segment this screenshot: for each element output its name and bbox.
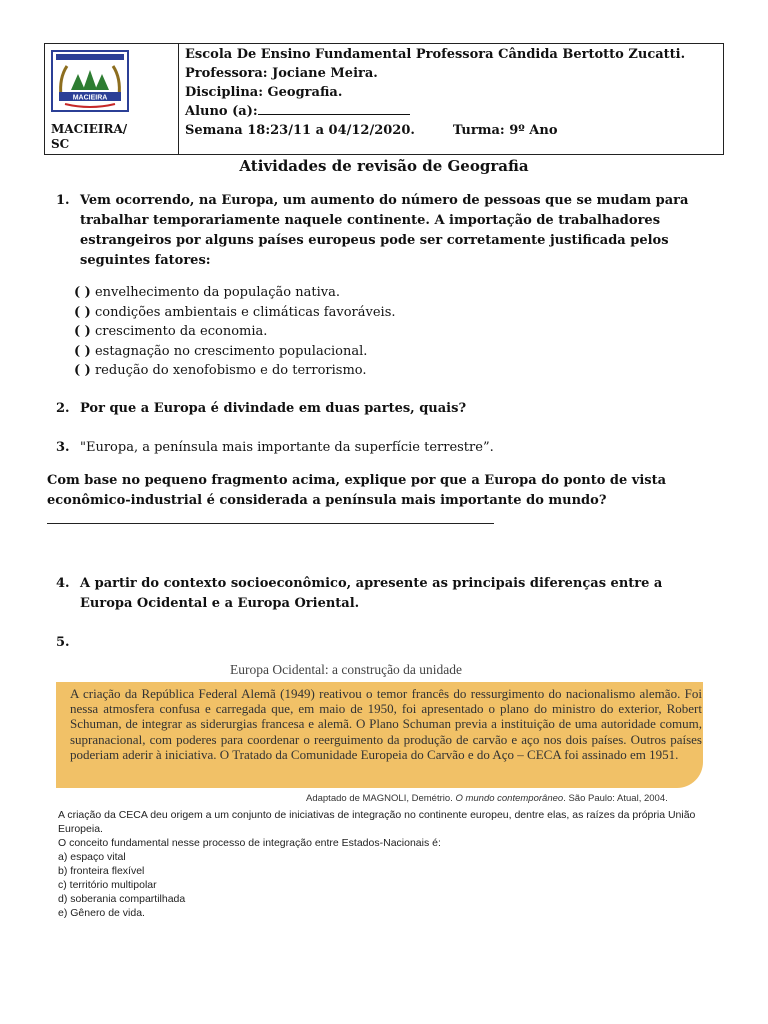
question-text: A partir do contexto socioeconômico, apresente as principais diferenças entre a Europa Ocidental e a Europa Oriental. <box>80 576 663 611</box>
option-text: estagnação no crescimento populacional. <box>90 343 368 359</box>
question-text: Vem ocorrendo, na Europa, um aumento do número de pessoas que se mudam para trabalhar temporariamente naquele continente. A importação de trabalhadores estrangeiros por alguns países europeus pode ser corretamente justificada pelos seguintes fatores: <box>80 193 689 268</box>
class-label: Turma: 9º Ano <box>452 123 558 138</box>
option-item[interactable] <box>74 342 396 362</box>
option-item[interactable] <box>74 303 396 323</box>
teacher-name: Professora: Jociane Meira. <box>185 66 378 81</box>
option-text: envelhecimento da população nativa. <box>90 285 340 300</box>
question-2 <box>56 399 716 419</box>
state-name: SC <box>51 137 70 151</box>
question-number: 3. <box>56 440 70 455</box>
option-item[interactable] <box>74 361 396 381</box>
school-logo-icon <box>51 50 129 112</box>
source-suffix: . São Paulo: Atual, 2004. <box>563 793 668 804</box>
figure-title: Europa Ocidental: a construção da unidade <box>230 662 463 677</box>
city-label <box>51 122 127 152</box>
student-row <box>185 102 720 121</box>
logo-cell <box>45 44 179 154</box>
question-number: 5. <box>56 635 70 650</box>
figure-question-text: O conceito fundamental nesse processo de integração entre Estados-Nacionais é: <box>58 837 441 849</box>
question-3-text: Com base no pequeno fragmento acima, explique por que a Europa do ponto de vista econômico-industrial é considerada a península mais importante do mundo? <box>47 473 667 508</box>
option-checkbox[interactable]: ( ) <box>74 324 91 340</box>
question-1 <box>56 191 716 271</box>
question-4 <box>56 574 716 614</box>
question-1-options <box>74 283 396 381</box>
info-cell <box>185 45 720 140</box>
page-title: Atividades de revisão de Geografia <box>239 157 529 175</box>
question-number: 1. <box>56 193 70 208</box>
question-text: Por que a Europa é divindade em duas partes, quais? <box>80 401 467 416</box>
answer-line[interactable] <box>47 523 494 524</box>
source-prefix: Adaptado de MAGNOLI, Demétrio. <box>306 793 456 804</box>
student-name-blank[interactable] <box>258 102 410 115</box>
option-item[interactable] <box>74 283 396 303</box>
question-5-figure <box>52 660 712 930</box>
figure-source <box>306 793 668 804</box>
option-item[interactable] <box>74 322 396 342</box>
option-text: redução do xenofobismo e do terrorismo. <box>90 363 367 379</box>
figure-question <box>58 808 708 920</box>
option-checkbox[interactable]: ( ) <box>74 304 91 320</box>
option-checkbox[interactable]: ( ) <box>74 363 91 379</box>
figure-intro: A criação da CECA deu origem a um conjunto de iniciativas de integração no continente europeu, dentre elas, as raízes da própria União Europeia. <box>58 809 696 835</box>
school-name: Escola De Ensino Fundamental Professora Cândida Bertotto Zucatti. <box>185 47 686 62</box>
figure-text: A criação da República Federal Alemã (1949) reativou o temor francês do ressurgimento do nacionalismo alemão. Foi nessa atmosfera confusa e carregada que, em maio de 1950, foi apresentado o plano do ministro do exterior, Robert Schuman, de integrar as siderurgias francesa e alemã. O Plano Schuman previa a instituição de uma autoridade comum, supranacional, com poderes para coordenar o reerguimento da produção de carvão e aço nos dois países. Outros países poderiam aderir à iniciativa. O Tratado da Comunidade Europeia do Carvão e do Aço – CECA foi assinado em 1951. <box>70 686 702 762</box>
header-table <box>44 43 724 155</box>
question-number: 4. <box>56 576 70 591</box>
option-item[interactable]: a) espaço vital <box>58 851 126 863</box>
option-text: condições ambientais e climáticas favoráveis. <box>90 304 396 320</box>
week-label: Semana 18:23/11 a 04/12/2020. <box>185 123 415 138</box>
option-item[interactable]: c) território multipolar <box>58 879 157 891</box>
week-row <box>185 121 720 140</box>
student-label: Aluno (a): <box>185 104 258 119</box>
logo-text: MACIEIRA <box>72 94 108 102</box>
city-name: MACIEIRA/ <box>51 122 128 136</box>
question-number: 2. <box>56 401 70 416</box>
question-3 <box>56 438 716 458</box>
option-checkbox[interactable]: ( ) <box>74 343 91 359</box>
option-text: crescimento da economia. <box>90 324 268 340</box>
source-title: O mundo contemporâneo <box>455 793 564 804</box>
question-quote: "Europa, a península mais importante da superfície terrestre”. <box>80 440 494 455</box>
option-checkbox[interactable]: ( ) <box>74 285 91 300</box>
option-item[interactable]: b) fronteira flexível <box>58 865 145 877</box>
subject-name: Disciplina: Geografia. <box>185 85 343 100</box>
option-item[interactable]: e) Gênero de vida. <box>58 907 145 919</box>
option-item[interactable]: d) soberania compartilhada <box>58 893 186 905</box>
